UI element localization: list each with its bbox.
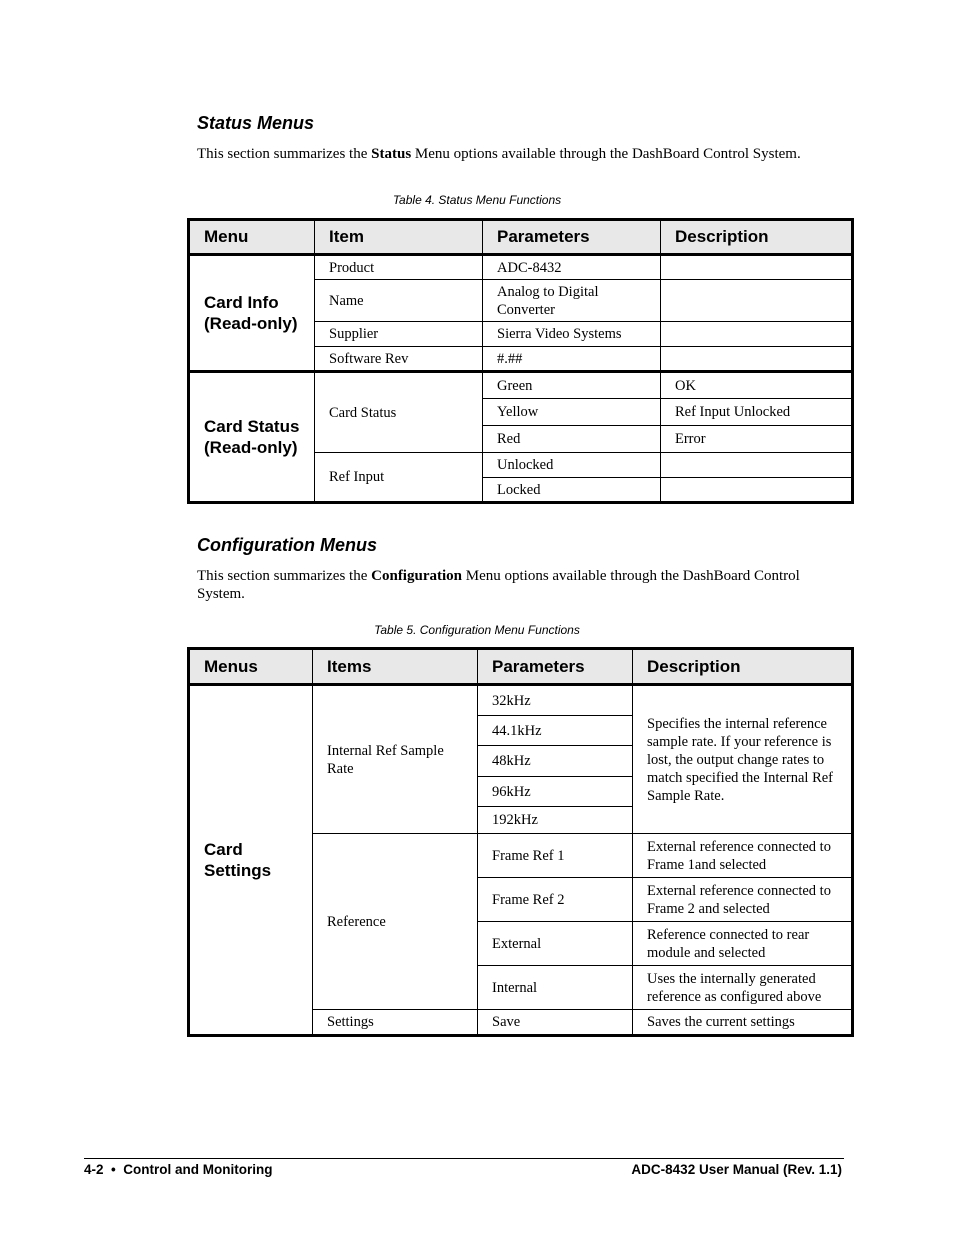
footer-page-number: 4-2 — [84, 1162, 104, 1177]
param-cell: Red — [483, 426, 661, 453]
table4-caption: Table 4. Status Menu Functions — [392, 193, 562, 207]
param-cell: #.## — [483, 347, 661, 372]
desc-cell: Reference connected to rear module and selected — [633, 922, 853, 966]
param-cell: Analog to Digital Converter — [483, 280, 661, 322]
param-cell: 96kHz — [478, 777, 633, 807]
table5-caption: Table 5. Configuration Menu Functions — [374, 623, 580, 637]
header-description: Description — [633, 649, 853, 685]
param-cell: Internal — [478, 966, 633, 1010]
item-cell-card-status: Card Status — [315, 372, 483, 453]
desc-cell: External reference connected to Frame 1and selected — [633, 834, 853, 878]
header-parameters: Parameters — [478, 649, 633, 685]
param-cell: Yellow — [483, 399, 661, 426]
item-cell-ref-input: Ref Input — [315, 453, 483, 503]
param-cell: 192kHz — [478, 807, 633, 834]
param-cell: Frame Ref 1 — [478, 834, 633, 878]
header-item: Item — [315, 220, 483, 255]
footer-manual-title: ADC-8432 User Manual (Rev. 1.1) — [631, 1162, 842, 1177]
param-cell: Locked — [483, 478, 661, 503]
item-cell: Product — [315, 255, 483, 280]
desc-cell — [661, 322, 853, 347]
footer-left — [84, 1162, 273, 1177]
group-card-info: Card Info (Read-only) — [189, 255, 315, 372]
param-cell: 48kHz — [478, 746, 633, 777]
desc-cell — [661, 453, 853, 478]
table-row — [189, 255, 853, 280]
desc-cell-sample-rate: Specifies the internal reference sample rate. If your reference is lost, the output change rates to match specified the Internal Ref Sample Rate. — [633, 685, 853, 834]
desc-cell: External reference connected to Frame 2 and selected — [633, 878, 853, 922]
item-cell: Supplier — [315, 322, 483, 347]
table-row — [189, 685, 853, 716]
desc-cell — [661, 347, 853, 372]
desc-cell: Error — [661, 426, 853, 453]
status-intro-post: Menu options available through the DashBoard Control System. — [411, 146, 801, 162]
desc-cell: OK — [661, 372, 853, 399]
header-menus: Menus — [189, 649, 313, 685]
config-intro — [197, 567, 837, 603]
desc-cell: Saves the current settings — [633, 1010, 853, 1036]
item-cell: Name — [315, 280, 483, 322]
desc-cell: Ref Input Unlocked — [661, 399, 853, 426]
param-cell: External — [478, 922, 633, 966]
config-intro-post: Menu options available through the DashBoard Control System. — [197, 568, 800, 602]
item-cell-reference: Reference — [313, 834, 478, 1010]
status-menus-heading: Status Menus — [197, 113, 315, 133]
config-intro-bold: Configuration — [371, 568, 462, 584]
item-cell: Software Rev — [315, 347, 483, 372]
footer-rule — [84, 1158, 844, 1159]
header-items: Items — [313, 649, 478, 685]
param-cell: Unlocked — [483, 453, 661, 478]
footer-bullet: • — [111, 1162, 116, 1177]
header-parameters: Parameters — [483, 220, 661, 255]
status-intro-bold: Status — [371, 146, 412, 162]
desc-cell: Uses the internally generated reference as configured above — [633, 966, 853, 1010]
group-card-settings: Card Settings — [189, 685, 313, 1036]
desc-cell — [661, 280, 853, 322]
item-cell-settings: Settings — [313, 1010, 478, 1036]
header-description: Description — [661, 220, 853, 255]
configuration-menus-heading: Configuration Menus — [197, 535, 377, 555]
param-cell: Sierra Video Systems — [483, 322, 661, 347]
configuration-menu-table — [187, 647, 854, 1037]
status-table-header — [189, 220, 853, 255]
status-intro-pre: This section summarizes the — [197, 146, 372, 162]
footer-chapter-title: Control and Monitoring — [123, 1162, 273, 1177]
param-cell: 32kHz — [478, 685, 633, 716]
param-cell: ADC-8432 — [483, 255, 661, 280]
status-menu-table — [187, 218, 854, 504]
param-cell: Save — [478, 1010, 633, 1036]
group-card-status: Card Status (Read-only) — [189, 372, 315, 503]
desc-cell — [661, 478, 853, 503]
param-cell: Frame Ref 2 — [478, 878, 633, 922]
param-cell: Green — [483, 372, 661, 399]
table-row — [189, 372, 853, 399]
config-intro-pre: This section summarizes the — [197, 568, 372, 584]
config-table-header — [189, 649, 853, 685]
header-menu: Menu — [189, 220, 315, 255]
status-intro — [197, 145, 837, 163]
desc-cell — [661, 255, 853, 280]
item-cell-sample-rate: Internal Ref Sample Rate — [313, 685, 478, 834]
param-cell: 44.1kHz — [478, 716, 633, 746]
